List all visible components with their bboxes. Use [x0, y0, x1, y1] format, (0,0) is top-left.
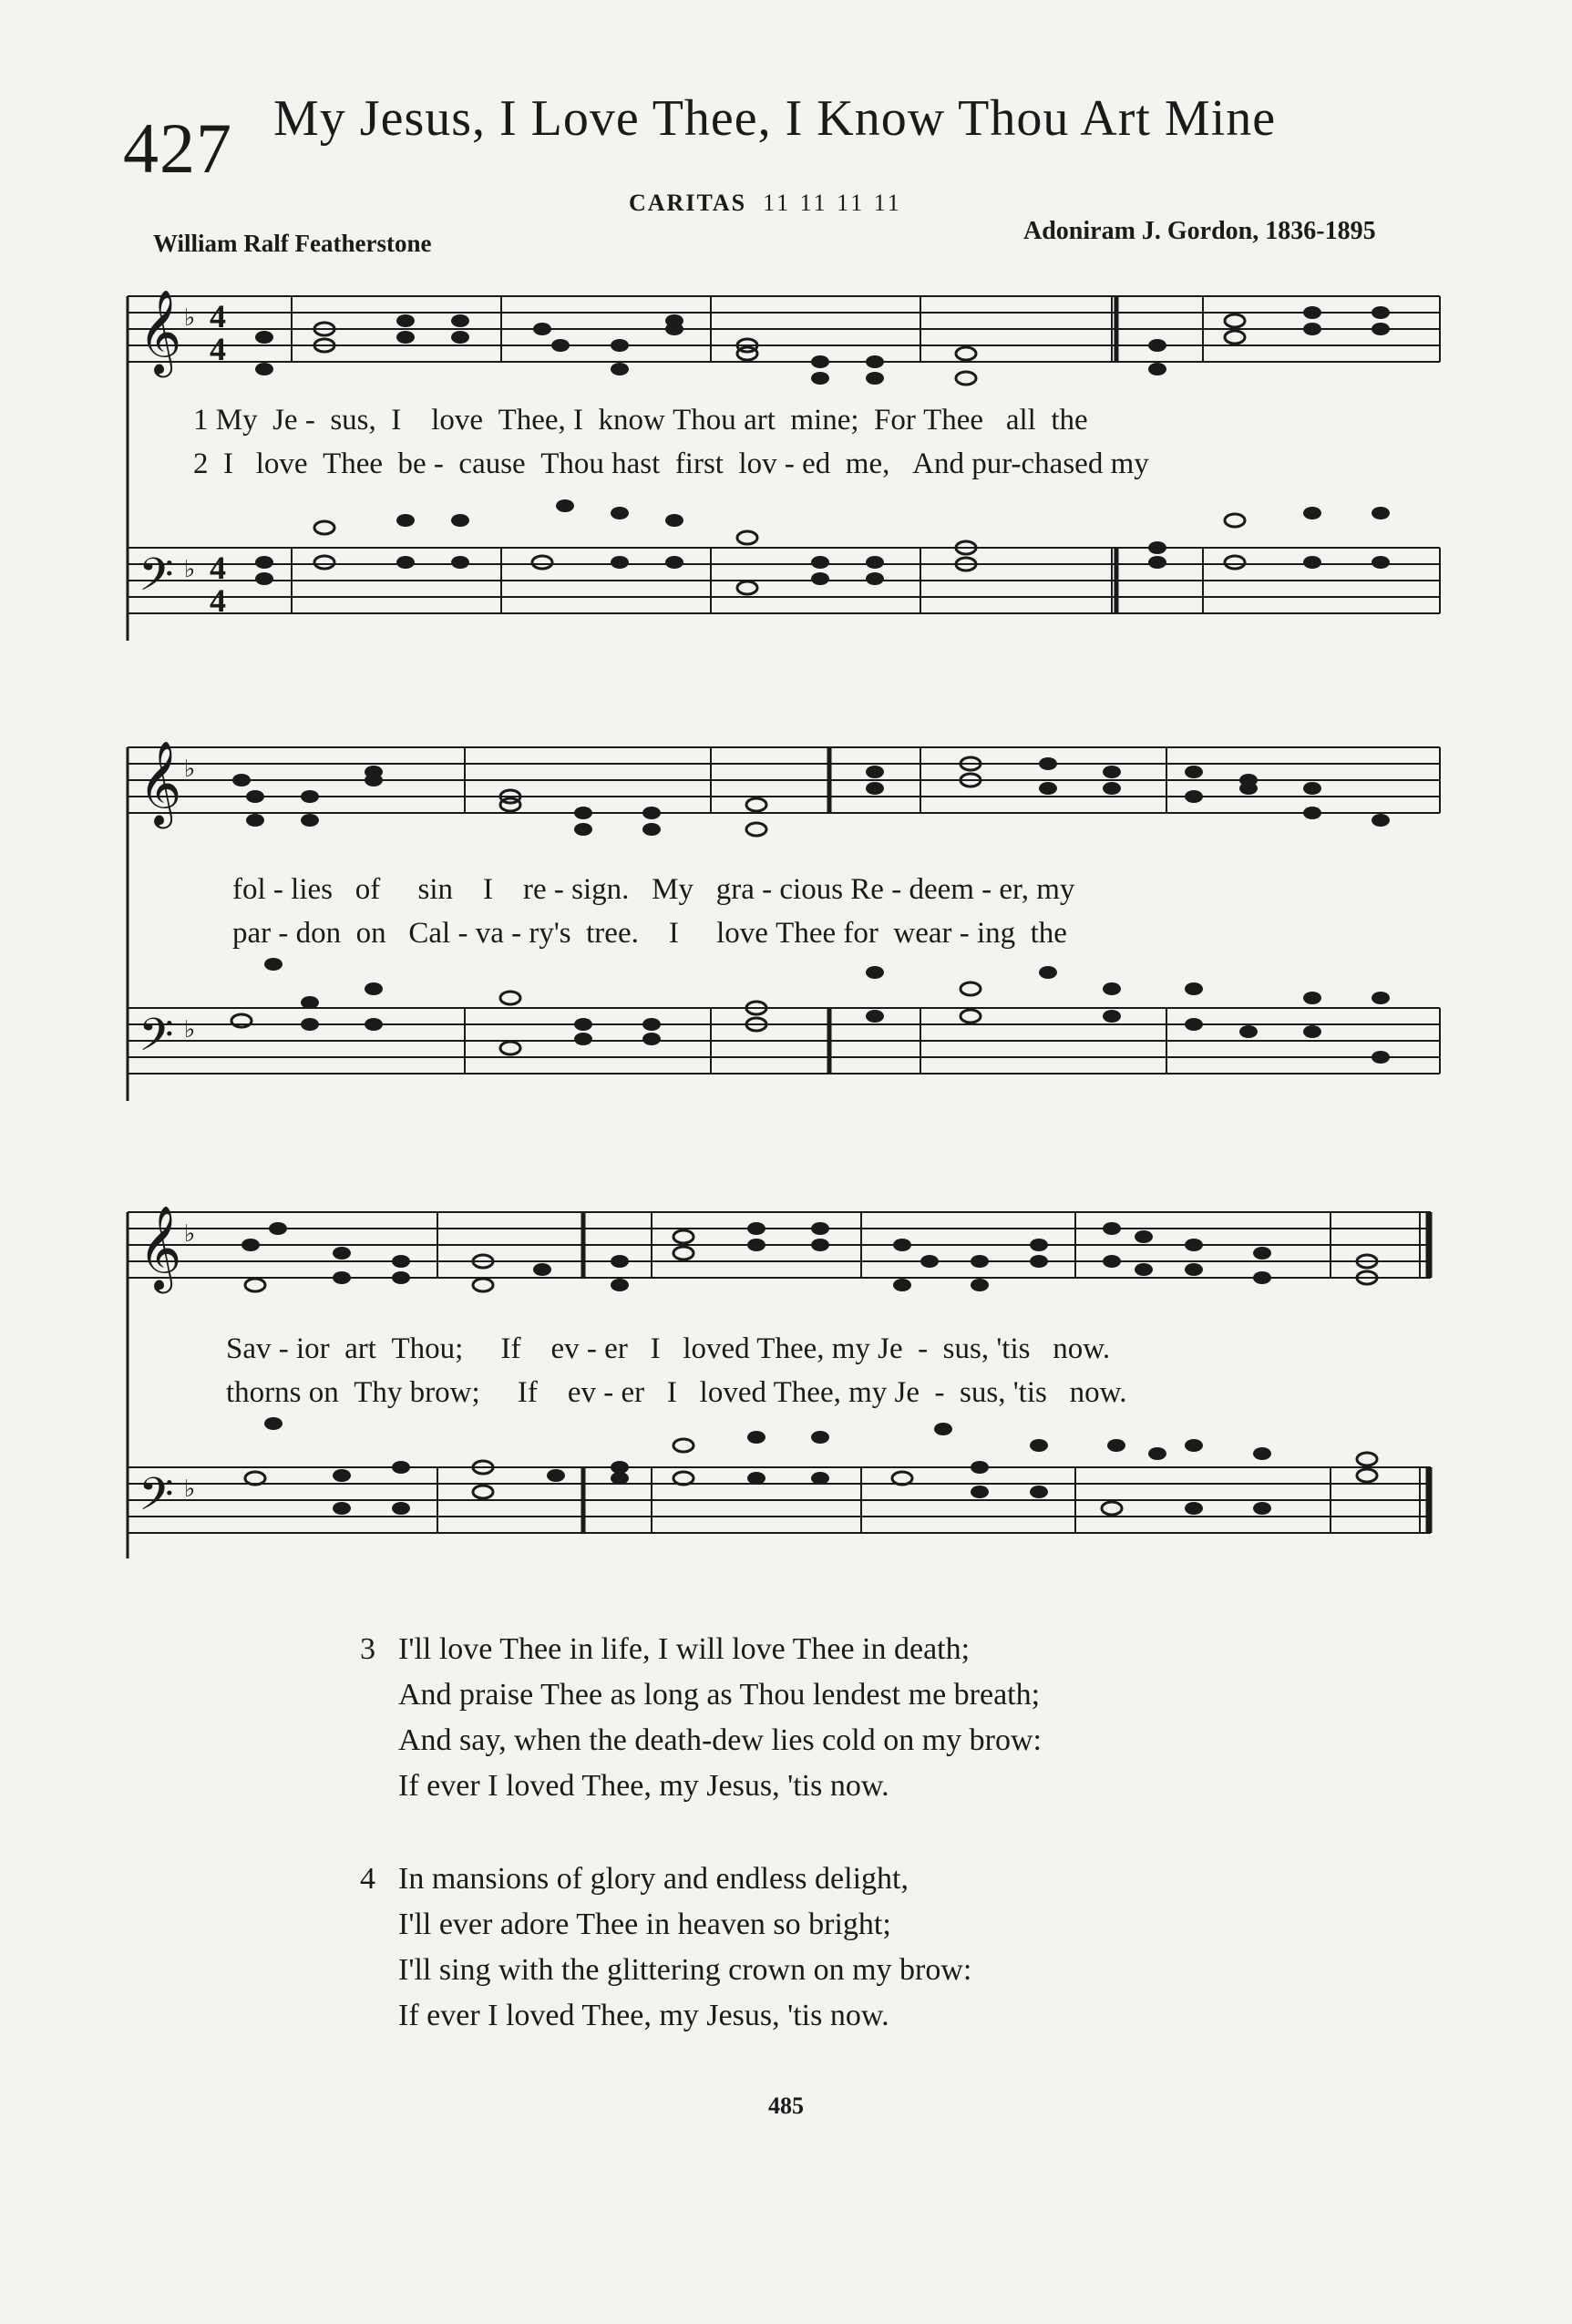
page-number: 485 [768, 2093, 804, 2119]
stanza-number: 4 [360, 1862, 375, 1896]
treble-clef-icon: 𝄞 [139, 740, 182, 825]
treble-clef-icon: 𝄞 [139, 1205, 182, 1290]
author-credit: Adoniram J. Gordon, 1836-1895 [1023, 217, 1376, 245]
lyric-line-verse-2: 2 I love Thee be - cause Thou hast first lov - ed me, And pur-chased my [193, 447, 1149, 480]
tune-meter: 11 11 11 11 [763, 190, 902, 216]
additional-verses [360, 1627, 1042, 2086]
music-system-3 [128, 1185, 1449, 1577]
notes [241, 1222, 1377, 1515]
verse-line: I'll sing with the glittering crown on my brow: [398, 1953, 972, 1987]
lyric-line-verse-2: par - don on Cal - va - ry's tree. I love Thee for wear - ing the [232, 917, 1067, 950]
bass-clef-icon: 𝄢 [139, 1468, 174, 1532]
bass-clef-icon: 𝄢 [139, 1009, 174, 1073]
time-signature-numerator: 4 [210, 298, 226, 334]
lyric-line-verse-1: fol - lies of sin I re - sign. My gra - cious Re - deem - er, my [232, 873, 1075, 906]
flat-icon: ♭ [184, 304, 196, 332]
hymn-number: 427 [123, 108, 232, 188]
verse-line: And say, when the death-dew lies cold on my brow: [398, 1723, 1042, 1757]
time-signature-numerator: 4 [210, 550, 226, 586]
music-system-1 [128, 269, 1449, 661]
flat-icon: ♭ [184, 756, 196, 783]
verse-line: If ever I loved Thee, my Jesus, 'tis now. [398, 1999, 889, 2032]
tune-info [629, 190, 902, 217]
lyric-line-verse-1: Sav - ior art Thou; If ev - er I loved Thee, my Je - sus, 'tis now. [226, 1332, 1111, 1365]
lyric-line-verse-1: 1 My Je - sus, I love Thee, I know Thou art mine; For Thee all the [193, 404, 1088, 437]
time-signature-denominator: 4 [210, 582, 226, 619]
music-system-2 [128, 720, 1449, 1112]
verse-line: In mansions of glory and endless delight, [398, 1862, 909, 1896]
verse-line: I'll love Thee in life, I will love Thee in death; [398, 1632, 971, 1666]
stanza-number: 3 [360, 1632, 375, 1666]
flat-icon: ♭ [184, 1476, 196, 1503]
hymn-title: My Jesus, I Love Thee, I Know Thou Art Mine [273, 90, 1277, 147]
treble-clef-icon: 𝄞 [139, 289, 182, 374]
score-system-2 [128, 720, 1449, 1112]
stanza-3 [360, 1627, 1042, 1809]
flat-icon: ♭ [184, 1016, 196, 1044]
time-signature-denominator: 4 [210, 331, 226, 367]
bass-clef-icon: 𝄢 [139, 549, 174, 612]
notes [231, 757, 1390, 1064]
verse-line: I'll ever adore Thee in heaven so bright; [398, 1908, 891, 1941]
lyric-line-verse-2: thorns on Thy brow; If ev - er I loved Thee, my Je - sus, 'tis now. [226, 1376, 1127, 1409]
flat-icon: ♭ [184, 556, 196, 583]
composer-credit: William Ralf Featherstone [153, 230, 432, 257]
verse-line: And praise Thee as long as Thou lendest me breath; [398, 1678, 1041, 1712]
flat-icon: ♭ [184, 1220, 196, 1248]
verse-line: If ever I loved Thee, my Jesus, 'tis now. [398, 1769, 889, 1803]
stanza-4 [360, 1856, 1042, 2039]
tune-name: CARITAS [629, 190, 747, 216]
